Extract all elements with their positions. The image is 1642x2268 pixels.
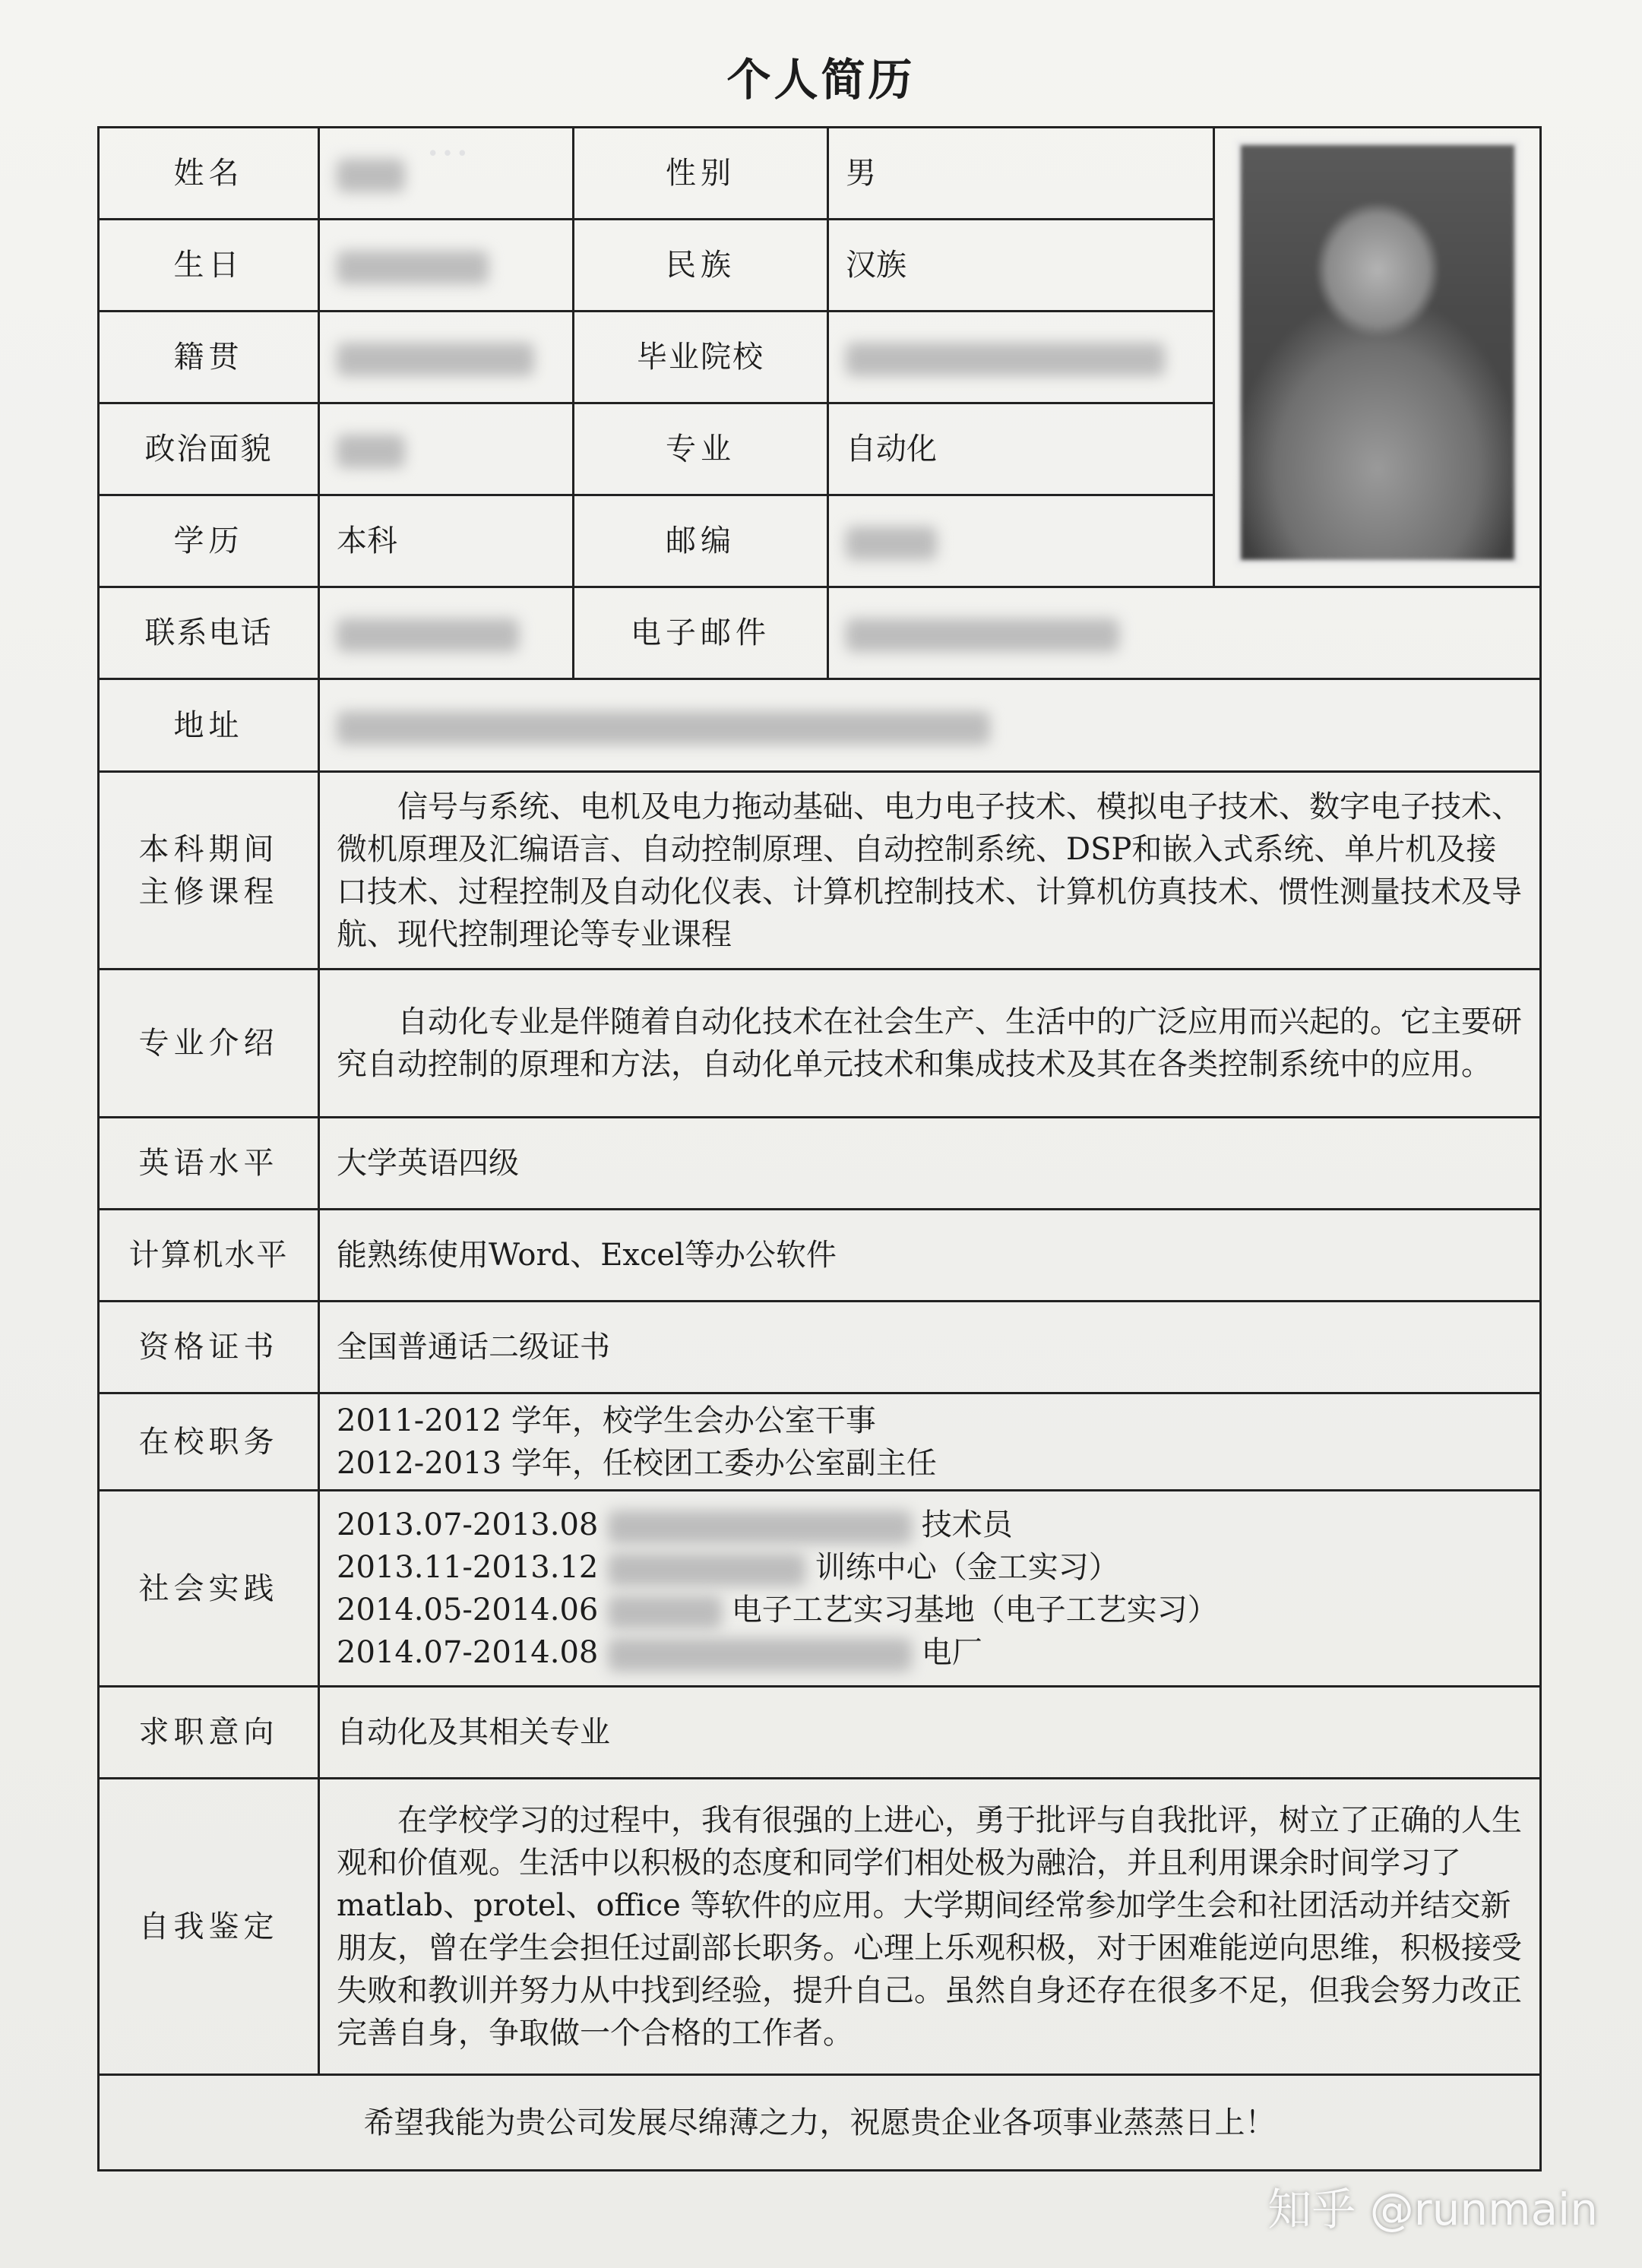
value-school-roles	[319, 1393, 1541, 1491]
value-birthday	[319, 220, 574, 312]
redacted-name	[337, 159, 405, 192]
practice-desc: 技术员	[921, 1507, 1013, 1542]
school-role-item: 2011-2012 学年，校学生会办公室干事	[337, 1403, 876, 1438]
value-hometown	[319, 312, 574, 403]
practice-period: 2014.07-2014.08	[337, 1634, 599, 1670]
row-certificates	[99, 1302, 1541, 1393]
label-english: 英语水平	[99, 1118, 319, 1210]
value-major: 自动化	[828, 403, 1214, 495]
label-phone: 联系电话	[99, 587, 319, 679]
label-practice: 社会实践	[99, 1491, 319, 1687]
redacted-postcode	[846, 527, 937, 560]
redacted-address	[337, 711, 990, 745]
redacted-practice-org	[608, 1510, 912, 1544]
label-job-intent: 求职意向	[99, 1687, 319, 1779]
value-certificates: 全国普通话二级证书	[319, 1302, 1541, 1393]
value-phone	[319, 587, 574, 679]
redacted-practice-org	[608, 1596, 722, 1629]
label-major: 专业	[574, 403, 828, 495]
value-politics	[319, 403, 574, 495]
label-birthday: 生日	[99, 220, 319, 312]
value-courses: 信号与系统、电机及电力拖动基础、电力电子技术、模拟电子技术、数字电子技术、微机原理及汇编语言、自动控制原理、自动控制系统、DSP和嵌入式系统、单片机及接口技术、过程控制及自动化仪表、计算机控制技术、计算机仿真技术、惯性测量技术及导航、现代控制理论等专业课程	[319, 772, 1541, 970]
row-school-roles	[99, 1393, 1541, 1491]
label-school-roles: 在校职务	[99, 1393, 319, 1491]
row-closing	[99, 2075, 1541, 2171]
watermark: 知乎 @runmain	[1267, 2184, 1598, 2235]
redacted-email	[846, 618, 1119, 652]
row-name	[99, 128, 1541, 220]
photo-cell	[1214, 128, 1541, 587]
label-hometown: 籍贯	[99, 312, 319, 403]
label-courses-line1: 本科期间	[138, 831, 279, 867]
label-address: 地址	[99, 679, 319, 772]
school-role-item: 2012-2013 学年，任校团工委办公室副主任	[337, 1445, 937, 1481]
value-postcode	[828, 495, 1214, 587]
label-email: 电子邮件	[574, 587, 828, 679]
value-education: 本科	[319, 495, 574, 587]
redacted-birthday	[337, 251, 489, 284]
value-school	[828, 312, 1214, 403]
redacted-practice-org	[608, 1638, 912, 1672]
value-english: 大学英语四级	[319, 1118, 1541, 1210]
value-major-intro: 自动化专业是伴随着自动化技术在社会生产、生活中的广泛应用而兴起的。它主要研究自动控制的原理和方法，自动化单元技术和集成技术及其在各类控制系统中的应用。	[319, 970, 1541, 1118]
row-phone	[99, 587, 1541, 679]
value-self-eval: 在学校学习的过程中，我有很强的上进心，勇于批评与自我批评，树立了正确的人生观和价值观。生活中以积极的态度和同学们相处极为融洽，并且利用课余时间学习了 matlab、protel、office 等软件的应用。大学期间经常参加学生会和社团活动并结交新朋友，曾在学生会担任过副部长职务。心理上乐观积极，对于困难能逆向思维，积极接受失败和教训并努力从中找到经验，提升自己。虽然自身还存在很多不足，但我会努力改正完善自身，争取做一个合格的工作者。	[319, 1779, 1541, 2075]
label-certificates: 资格证书	[99, 1302, 319, 1393]
photo	[1236, 141, 1519, 565]
resume-table	[97, 126, 1542, 2172]
label-major-intro: 专业介绍	[99, 970, 319, 1118]
practice-period: 2014.05-2014.06	[337, 1592, 599, 1627]
label-politics: 政治面貌	[99, 403, 319, 495]
value-job-intent: 自动化及其相关专业	[319, 1687, 1541, 1779]
redacted-school	[846, 343, 1165, 376]
row-self-eval	[99, 1779, 1541, 2075]
practice-desc: 电子工艺实习基地（电子工艺实习）	[731, 1592, 1218, 1627]
label-school: 毕业院校	[574, 312, 828, 403]
label-gender: 性别	[574, 128, 828, 220]
redacted-politics	[337, 435, 405, 468]
practice-item	[337, 1631, 1523, 1674]
label-computer: 计算机水平	[99, 1210, 319, 1302]
row-address	[99, 679, 1541, 772]
value-name	[319, 128, 574, 220]
row-major-intro	[99, 970, 1541, 1118]
label-self-eval: 自我鉴定	[99, 1779, 319, 2075]
row-courses	[99, 772, 1541, 970]
label-courses-line2: 主修课程	[138, 874, 279, 909]
row-practice	[99, 1491, 1541, 1687]
label-ethnicity: 民族	[574, 220, 828, 312]
practice-period: 2013.11-2013.12	[337, 1549, 599, 1585]
value-gender: 男	[828, 128, 1214, 220]
practice-item	[337, 1589, 1523, 1631]
value-address	[319, 679, 1541, 772]
closing-statement: 希望我能为贵公司发展尽绵薄之力，祝愿贵企业各项事业蒸蒸日上！	[99, 2075, 1541, 2171]
row-job-intent	[99, 1687, 1541, 1779]
value-ethnicity: 汉族	[828, 220, 1214, 312]
practice-period: 2013.07-2013.08	[337, 1507, 599, 1542]
practice-desc: 训练中心（金工实习）	[815, 1549, 1119, 1585]
document-title: 个人简历	[726, 54, 916, 106]
value-computer: 能熟练使用Word、Excel等办公软件	[319, 1210, 1541, 1302]
bleed-through-text: …	[426, 114, 470, 166]
label-education: 学历	[99, 495, 319, 587]
redacted-practice-org	[608, 1553, 805, 1586]
redacted-phone	[337, 618, 519, 652]
value-email	[828, 587, 1541, 679]
row-english	[99, 1118, 1541, 1210]
label-courses	[99, 772, 319, 970]
practice-item	[337, 1546, 1523, 1589]
label-postcode: 邮编	[574, 495, 828, 587]
practice-desc: 电厂	[921, 1634, 982, 1670]
label-name: 姓名	[99, 128, 319, 220]
redacted-hometown	[337, 343, 534, 376]
value-practice	[319, 1491, 1541, 1687]
row-computer	[99, 1210, 1541, 1302]
practice-item	[337, 1504, 1523, 1546]
